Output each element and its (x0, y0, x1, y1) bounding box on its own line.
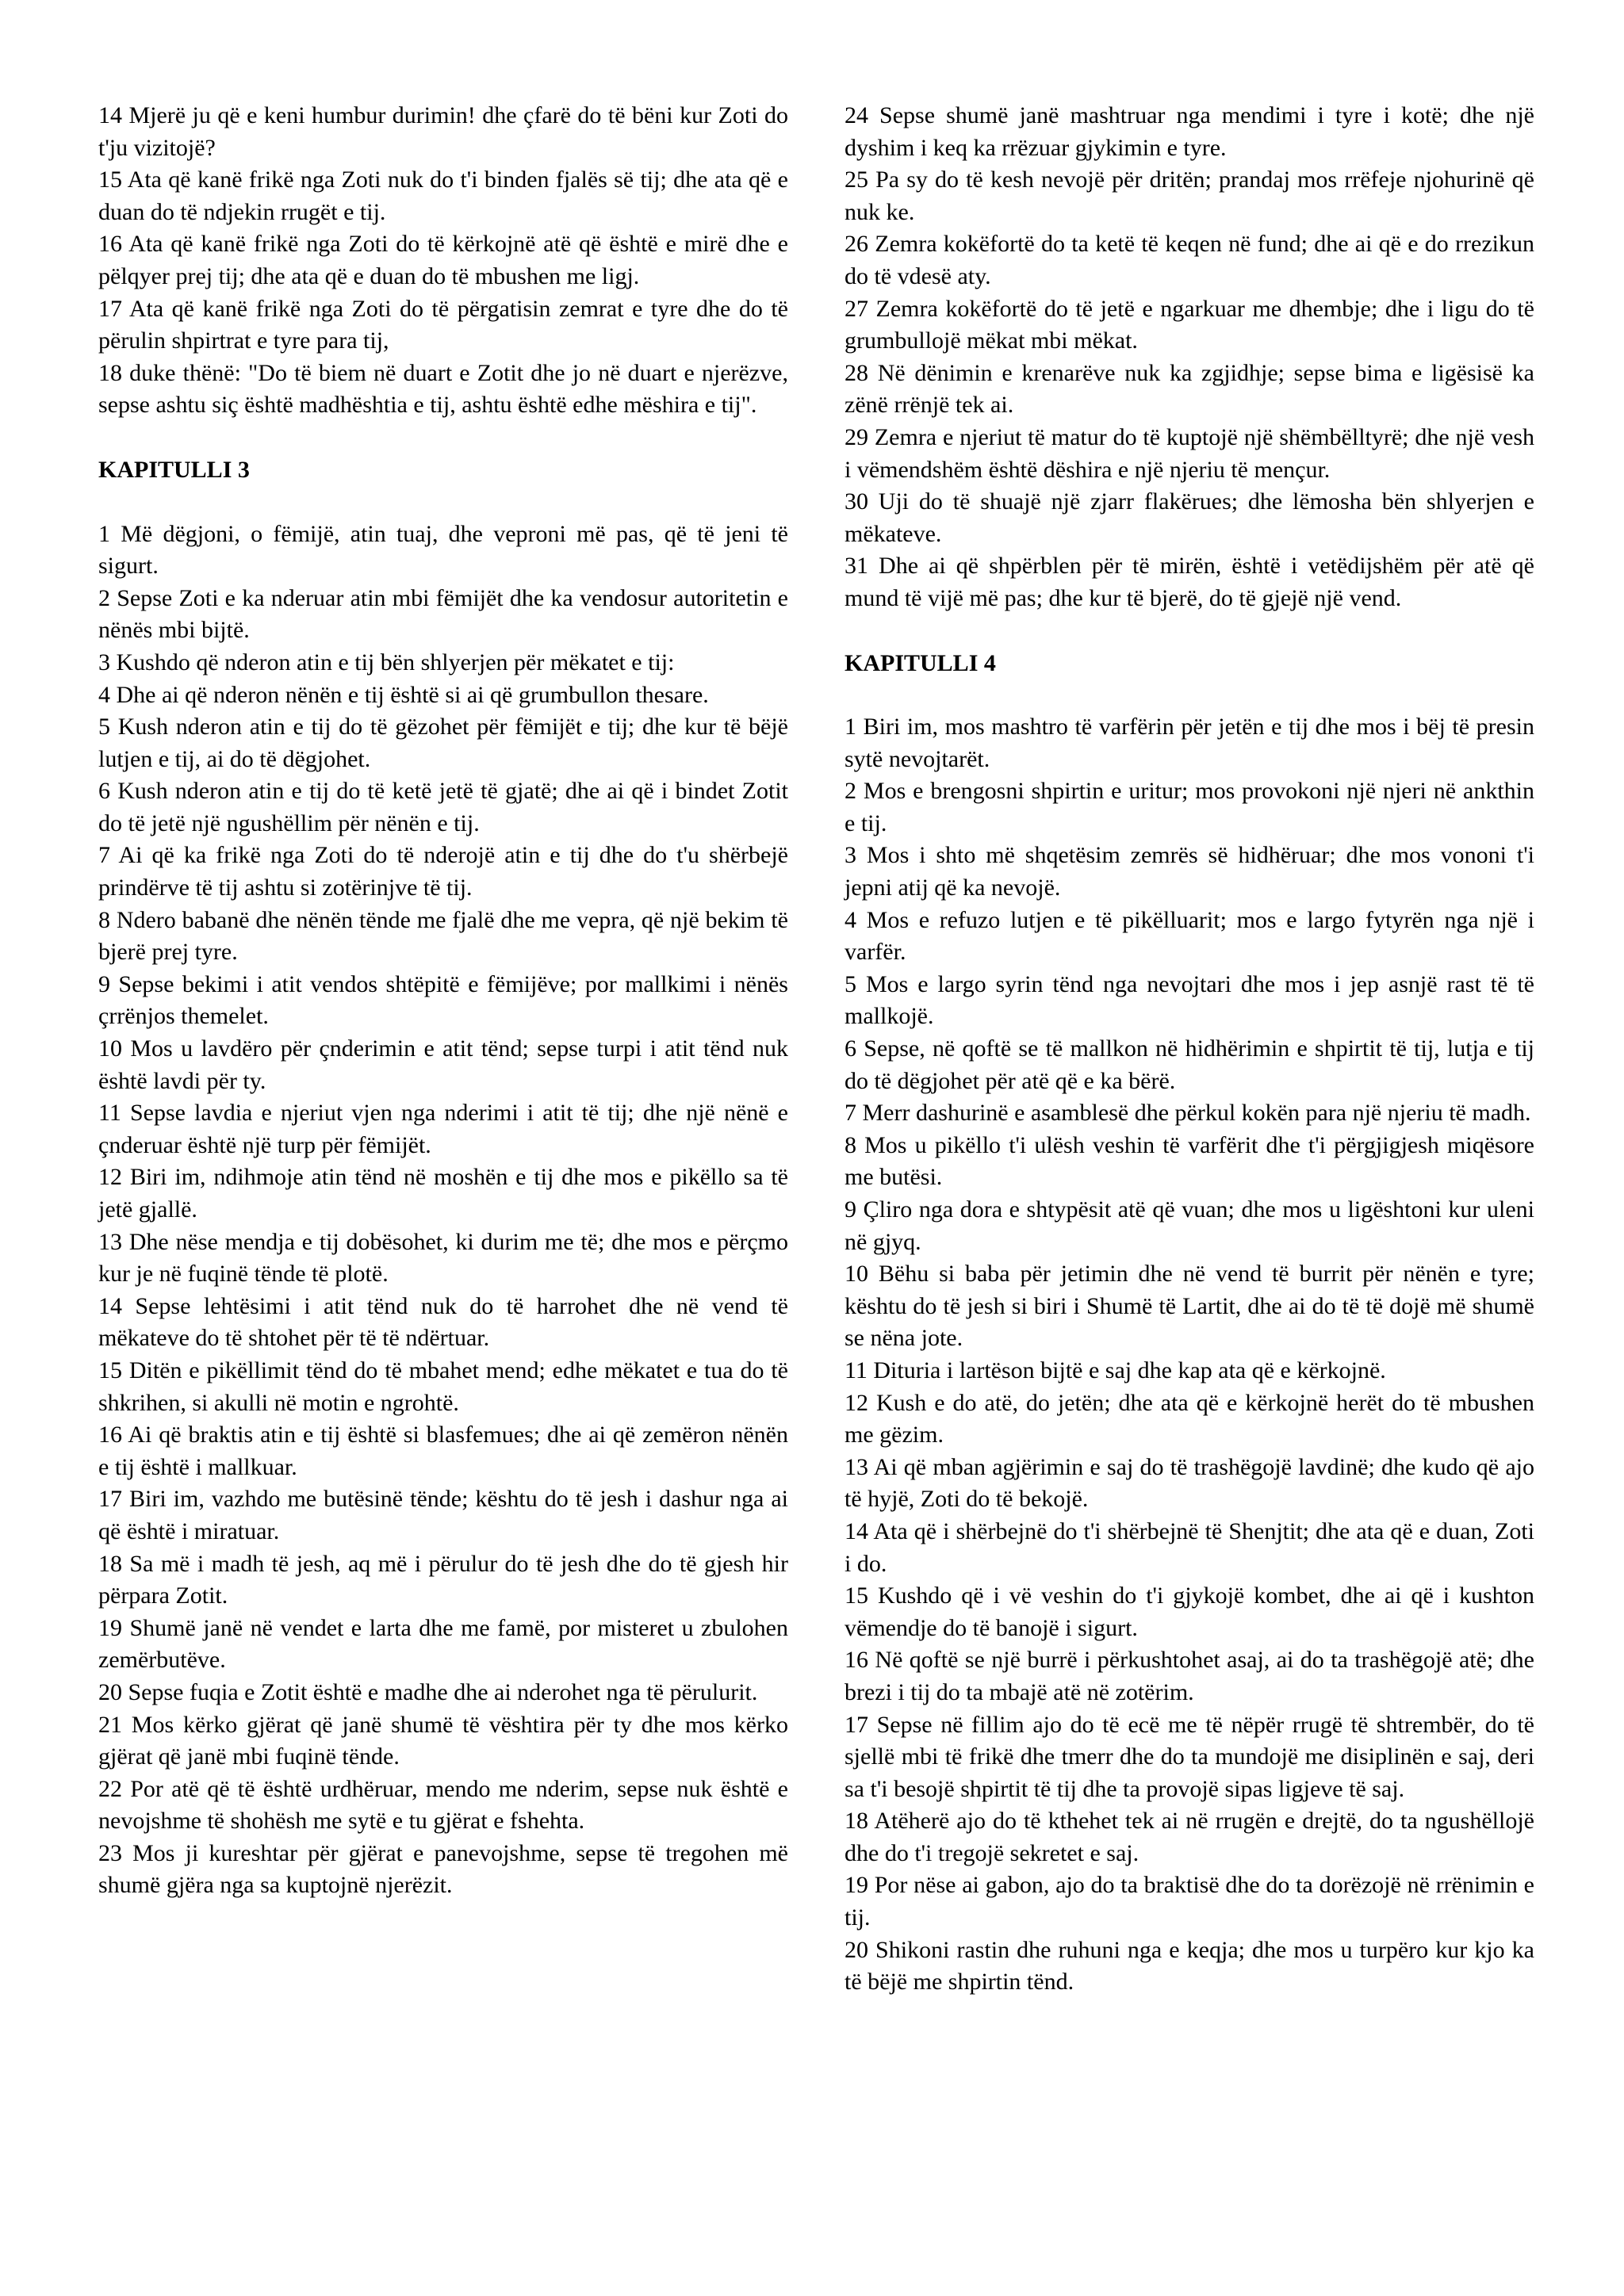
verse: 6 Sepse, në qoftë se të mallkon në hidhërimin e shpirtit të tij, lutja e tij do të dëgjohet për atë që e ka bërë. (845, 1035, 1534, 1094)
verse: 23 Mos ji kureshtar për gjërat e panevojshme, sepse të tregohen më shumë gjëra nga sa kuptojnë njerëzit. (98, 1839, 788, 1899)
verse: 15 Ata që kanë frikë nga Zoti nuk do t'i binden fjalës së tij; dhe ata që e duan do të ndjekin rrugët e tij. (98, 166, 788, 225)
verse: 26 Zemra kokëfortë do ta ketë të keqen në fund; dhe ai që e do rrezikun do të vdesë aty. (845, 231, 1534, 289)
verse: 19 Shumë janë në vendet e larta dhe me famë, por misteret u zbulohen zemërbutëve. (98, 1614, 788, 1674)
verse: 22 Por atë që të është urdhëruar, mendo me nderim, sepse nuk është e nevojshme të shohësh me sytë e tu gjërat e fshehta. (98, 1775, 788, 1835)
verse: 25 Pa sy do të kesh nevojë për dritën; prandaj mos rrëfeje njohurinë që nuk ke. (845, 166, 1534, 225)
verse: 7 Ai që ka frikë nga Zoti do të nderojë atin e tij dhe do t'u shërbejë prindërve të tij ashtu si zotërinjve të tij. (98, 842, 788, 901)
verse: 3 Mos i shto më shqetësim zemrës së hidhëruar; dhe mos vononi t'i jepni atij që ka nevojë. (845, 842, 1534, 901)
verse: 8 Mos u pikëllo t'i ulësh veshin të varfërit dhe t'i përgjigjesh miqësore me butësi. (845, 1131, 1534, 1191)
verse: 14 Mjerë ju që e keni humbur durimin! dhe çfarë do të bëni kur Zoti do t'ju vizitojë? (98, 102, 788, 161)
verse: 27 Zemra kokëfortë do të jetë e ngarkuar me dhembje; dhe i ligu do të grumbullojë mëkat mbi mëkat. (845, 295, 1534, 354)
verse: 28 Në dënimin e krenarëve nuk ka zgjidhje; sepse bima e ligësisë ka zënë rrënjë tek ai. (845, 359, 1534, 419)
verse: 30 Uji do të shuajë një zjarr flakërues; dhe lëmosha bën shlyerjen e mëkateve. (845, 488, 1534, 547)
verse: 13 Dhe nëse mendja e tij dobësohet, ki durim me të; dhe mos e përçmo kur je në fuqinë tënde të plotë. (98, 1228, 788, 1288)
verse: 10 Mos u lavdëro për çnderimin e atit tënd; sepse turpi i atit tënd nuk është lavdi për ty. (98, 1035, 788, 1094)
verse: 18 Sa më i madh të jesh, aq më i përulur do të jesh dhe do të gjesh hir përpara Zotit. (98, 1550, 788, 1609)
right-column (845, 100, 1534, 1999)
chapter-heading: KAPITULLI 3 (98, 456, 250, 483)
verse: 19 Por nëse ai gabon, ajo do ta braktisë dhe do ta dorëzojë në rrënimin e tij. (845, 1872, 1534, 1931)
verse: 5 Mos e largo syrin tënd nga nevojtari dhe mos i jep asnjë rast të të mallkojë. (845, 970, 1534, 1030)
verse: 24 Sepse shumë janë mashtruar nga mendimi i tyre i kotë; dhe një dyshim i keq ka rrëzuar gjykimin e tyre. (845, 102, 1534, 161)
verse: 20 Shikoni rastin dhe ruhuni nga e keqja; dhe mos u turpëro kur kjo ka të bëjë me shpirtin tënd. (845, 1936, 1534, 1996)
verse: 15 Kushdo që i vë veshin do t'i gjykojë kombet, dhe ai që i kushton vëmendje do të banojë i sigurt. (845, 1582, 1534, 1641)
verse: 14 Ata që i shërbejnë do t'i shërbejnë të Shenjtit; dhe ata që e duan, Zoti i do. (845, 1517, 1534, 1577)
chapter-heading: KAPITULLI 4 (845, 649, 996, 676)
verse: 5 Kush nderon atin e tij do të gëzohet për fëmijët e tij; dhe kur të bëjë lutjen e tij, ai do të dëgjohet. (98, 714, 788, 772)
verse: 13 Ai që mban agjërimin e saj do të trashëgojë lavdinë; dhe kudo që ajo të hyjë, Zoti do të bekojë. (845, 1453, 1534, 1513)
verse: 8 Ndero babanë dhe nënën tënde me fjalë dhe me vepra, që një bekim të bjerë prej tyre. (98, 906, 788, 966)
verse: 17 Biri im, vazhdo me butësinë tënde; kështu do të jesh i dashur nga ai që është i miratuar. (98, 1486, 788, 1544)
verse: 4 Mos e refuzo lutjen e të pikëlluarit; mos e largo fytyrën nga një i varfër. (845, 906, 1534, 966)
verse: 21 Mos kërko gjërat që janë shumë të vështira për ty dhe mos kërko gjërat që janë mbi fuqinë tënde. (98, 1711, 788, 1770)
verse: 15 Ditën e pikëllimit tënd do të mbahet mend; edhe mëkatet e tua do të shkrihen, si akulli në motin e ngrohtë. (98, 1357, 788, 1416)
verse: 16 Në qoftë se një burrë i përkushtohet asaj, ai do ta trashëgojë atë; dhe brezi i tij do ta mbajë atë në zotërim. (845, 1647, 1534, 1705)
verse: 6 Kush nderon atin e tij do të ketë jetë të gjatë; dhe ai që i bindet Zotit do të jetë një ngushëllim për nënën e tij. (98, 778, 788, 836)
verse: 4 Dhe ai që nderon nënën e tij është si ai që grumbullon thesare. (98, 681, 709, 708)
verse: 17 Sepse në fillim ajo do të ecë me të nëpër rrugë të shtrembër, do të sjellë mbi të frikë dhe tmerr dhe do ta mundojë me disiplinën e saj, deri sa t'i besojë shpirtit të tij dhe ta provojë sipas ligjeve të saj. (845, 1711, 1534, 1802)
verse: 2 Mos e brengosni shpirtin e uritur; mos provokoni një njeri në ankthin e tij. (845, 778, 1534, 836)
verse: 12 Kush e do atë, do jetën; dhe ata që e kërkojnë herët do të mbushen me gëzim. (845, 1389, 1534, 1448)
verse: 11 Dituria i lartëson bijtë e saj dhe kap ata që e kërkojnë. (845, 1357, 1386, 1383)
verses-bottom (845, 711, 1534, 1999)
verses-bottom (98, 519, 788, 1903)
verse: 20 Sepse fuqia e Zotit është e madhe dhe ai nderohet nga të përulurit. (98, 1678, 758, 1705)
verse: 16 Ata që kanë frikë nga Zoti do të kërkojnë atë që është e mirë dhe e pëlqyer prej tij; dhe ata që e duan do të mbushen me ligj. (98, 231, 788, 289)
verse: 9 Sepse bekimi i atit vendos shtëpitë e fëmijëve; por mallkimi i nënës çrrënjos themelet. (98, 970, 788, 1030)
verse: 1 Biri im, mos mashtro të varfërin për jetën e tij dhe mos i bëj të presin sytë nevojtarët. (845, 714, 1534, 772)
verse: 31 Dhe ai që shpërblen për të mirën, është i vetëdijshëm për atë që mund të vijë më pas; dhe kur të bjerë, do të gjejë një vend. (845, 553, 1534, 611)
verse: 2 Sepse Zoti e ka nderuar atin mbi fëmijët dhe ka vendosur autoritetin e nënës mbi bijtë. (98, 584, 788, 644)
verse: 12 Biri im, ndihmoje atin tënd në moshën e tij dhe mos e pikëllo sa të jetë gjallë. (98, 1164, 788, 1223)
verses-top (98, 100, 788, 422)
verse: 1 Më dëgjoni, o fëmijë, atin tuaj, dhe veproni më pas, që të jeni të sigurt. (98, 520, 788, 580)
verse: 14 Sepse lehtësimi i atit tënd nuk do të harrohet dhe në vend të mëkateve do të shtohet për të të ndërtuar. (98, 1292, 788, 1352)
verses-top (845, 100, 1534, 615)
verse: 11 Sepse lavdia e njeriut vjen nga nderimi i atit të tij; dhe një nënë e çnderuar është një turp për fëmijët. (98, 1100, 788, 1158)
verse: 10 Bëhu si baba për jetimin dhe në vend të burrit për nënën e tyre; kështu do të jesh si biri i Shumë të Lartit, dhe ai do të të dojë më shumë se nëna jote. (845, 1261, 1534, 1352)
verse: 17 Ata që kanë frikë nga Zoti do të përgatisin zemrat e tyre dhe do të përulin shpirtrat e tyre para tij, (98, 295, 788, 354)
verse: 7 Merr dashurinë e asamblesë dhe përkul kokën para një njeriu të madh. (845, 1100, 1531, 1127)
verse: 3 Kushdo që nderon atin e tij bën shlyerjen për mëkatet e tij: (98, 649, 675, 675)
verse: 16 Ai që braktis atin e tij është si blasfemues; dhe ai që zemëron nënën e tij është i mallkuar. (98, 1422, 788, 1480)
verse: 18 Atëherë ajo do të kthehet tek ai në rrugën e drejtë, do ta ngushëllojë dhe do t'i tregojë sekretet e saj. (845, 1808, 1534, 1866)
verse: 29 Zemra e njeriut të matur do të kuptojë një shëmbëlltyrë; dhe një vesh i vëmendshëm është dëshira e një njeriu të mençur. (845, 423, 1534, 483)
verse: 18 duke thënë: "Do të biem në duart e Zotit dhe jo në duart e njerëzve, sepse ashtu siç është madhështia e tij, ashtu është edhe mëshira e tij". (98, 359, 788, 419)
verse: 9 Çliro nga dora e shtypësit atë që vuan; dhe mos u ligështoni kur uleni në gjyq. (845, 1196, 1534, 1255)
left-column (98, 100, 788, 1902)
